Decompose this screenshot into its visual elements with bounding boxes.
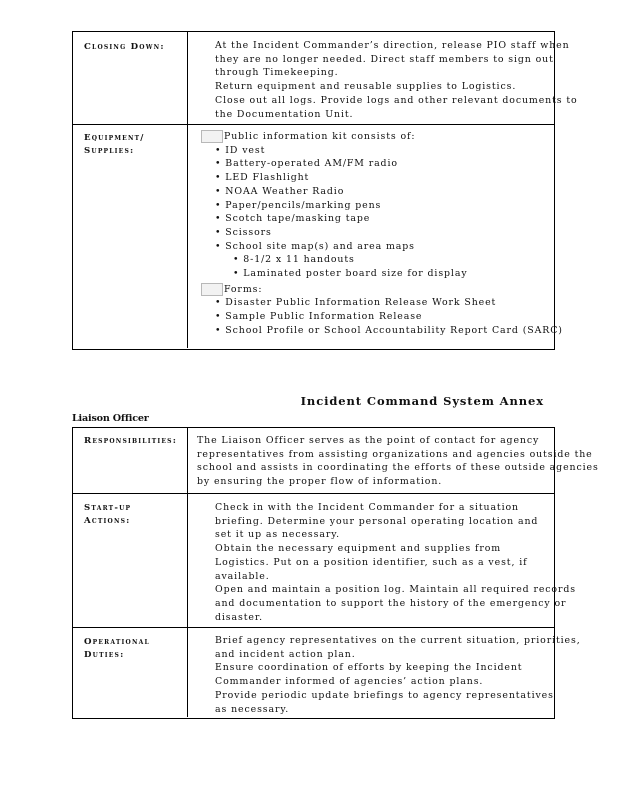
closing-down-content [188, 32, 578, 124]
equipment-content [188, 125, 563, 348]
forms-title: Forms: [224, 283, 263, 295]
operational-content [188, 628, 581, 717]
kit-heading-row [201, 130, 563, 144]
closing-down-row [73, 32, 578, 125]
checkbox[interactable] [201, 283, 223, 296]
pio-duties-table [72, 31, 578, 350]
text-line: and documentation to support the history of the emergency or [215, 597, 567, 609]
text-line: available. [215, 570, 270, 582]
text-line: Close out all logs. Provide logs and other relevant documents to [215, 94, 578, 106]
list-item: • Scotch tape/masking tape [215, 213, 371, 225]
equipment-label: Equipment/ Supplies: [73, 125, 188, 348]
kit-title: Public information kit consists of: [224, 131, 416, 142]
text-line: they are no longer needed. Direct staff members to sign out [215, 53, 554, 65]
checkbox[interactable] [201, 130, 223, 143]
text-line: school and assists in coordinating the efforts of these outside agencies [197, 462, 599, 474]
responsibilities-row [73, 428, 599, 494]
startup-label: Start-up Actions: [73, 494, 188, 627]
list-item: • Battery-operated AM/FM radio [215, 158, 398, 170]
list-item: • LED Flashlight [215, 172, 310, 184]
text-line: Open and maintain a position log. Maintain all required records [215, 584, 576, 596]
list-item: • Sample Public Information Release [215, 311, 423, 323]
liaison-officer-table [72, 427, 599, 719]
closing-down-label: Closing Down: [73, 32, 188, 124]
startup-content [188, 494, 576, 627]
operational-label: Operational Duties: [73, 628, 188, 717]
text-line: Return equipment and reusable supplies to Logistics. [215, 81, 517, 93]
text-line: Check in with the Incident Commander for a situation [215, 502, 519, 513]
text-line: Provide periodic update briefings to agency representatives [215, 689, 554, 701]
responsibilities-label: Responsibilities: [73, 428, 188, 493]
text-line: disaster. [215, 611, 264, 623]
list-item: • School site map(s) and area maps [215, 240, 415, 252]
forms-heading-row [201, 283, 563, 297]
list-item: • Scissors [215, 226, 272, 238]
list-item: • NOAA Weather Radio [215, 185, 345, 197]
responsibilities-content [188, 428, 599, 493]
equipment-row [73, 125, 563, 348]
text-line: by ensuring the proper flow of information. [197, 476, 443, 488]
sub-list-item: • Laminated poster board size for display [233, 268, 468, 280]
list-item: • School Profile or School Accountability Report Card (SARC) [215, 324, 563, 336]
text-line: Brief agency representatives on the current situation, priorities, [215, 635, 581, 646]
text-line: and incident action plan. [215, 648, 356, 660]
list-item: • Paper/pencils/marking pens [215, 199, 382, 211]
text-line: set it up as necessary. [215, 529, 341, 541]
text-line: as necessary. [215, 703, 290, 715]
text-line: Obtain the necessary equipment and supplies from [215, 543, 502, 555]
text-line: through Timekeeping. [215, 67, 339, 79]
text-line: the Documentation Unit. [215, 108, 354, 120]
startup-row [73, 494, 576, 628]
role-title: Liaison Officer [72, 413, 149, 424]
list-item: • Disaster Public Information Release Work Sheet [215, 297, 497, 309]
section-heading: Incident Command System Annex [300, 394, 544, 408]
text-line: briefing. Determine your personal operating location and [215, 515, 539, 527]
text-line: At the Incident Commander’s direction, release PIO staff when [215, 40, 570, 51]
text-line: Commander informed of agencies’ action plans. [215, 676, 484, 688]
text-line: Logistics. Put on a position identifier, such as a vest, if [215, 556, 528, 568]
text-line: representatives from assisting organizations and agencies outside the [197, 448, 593, 460]
sub-list-item: • 8-1/2 x 11 handouts [233, 254, 355, 266]
text-line: The Liaison Officer serves as the point of contact for agency [197, 435, 540, 446]
list-item: • ID vest [215, 144, 266, 156]
text-line: Ensure coordination of efforts by keeping the Incident [215, 662, 523, 674]
operational-row [73, 628, 581, 717]
